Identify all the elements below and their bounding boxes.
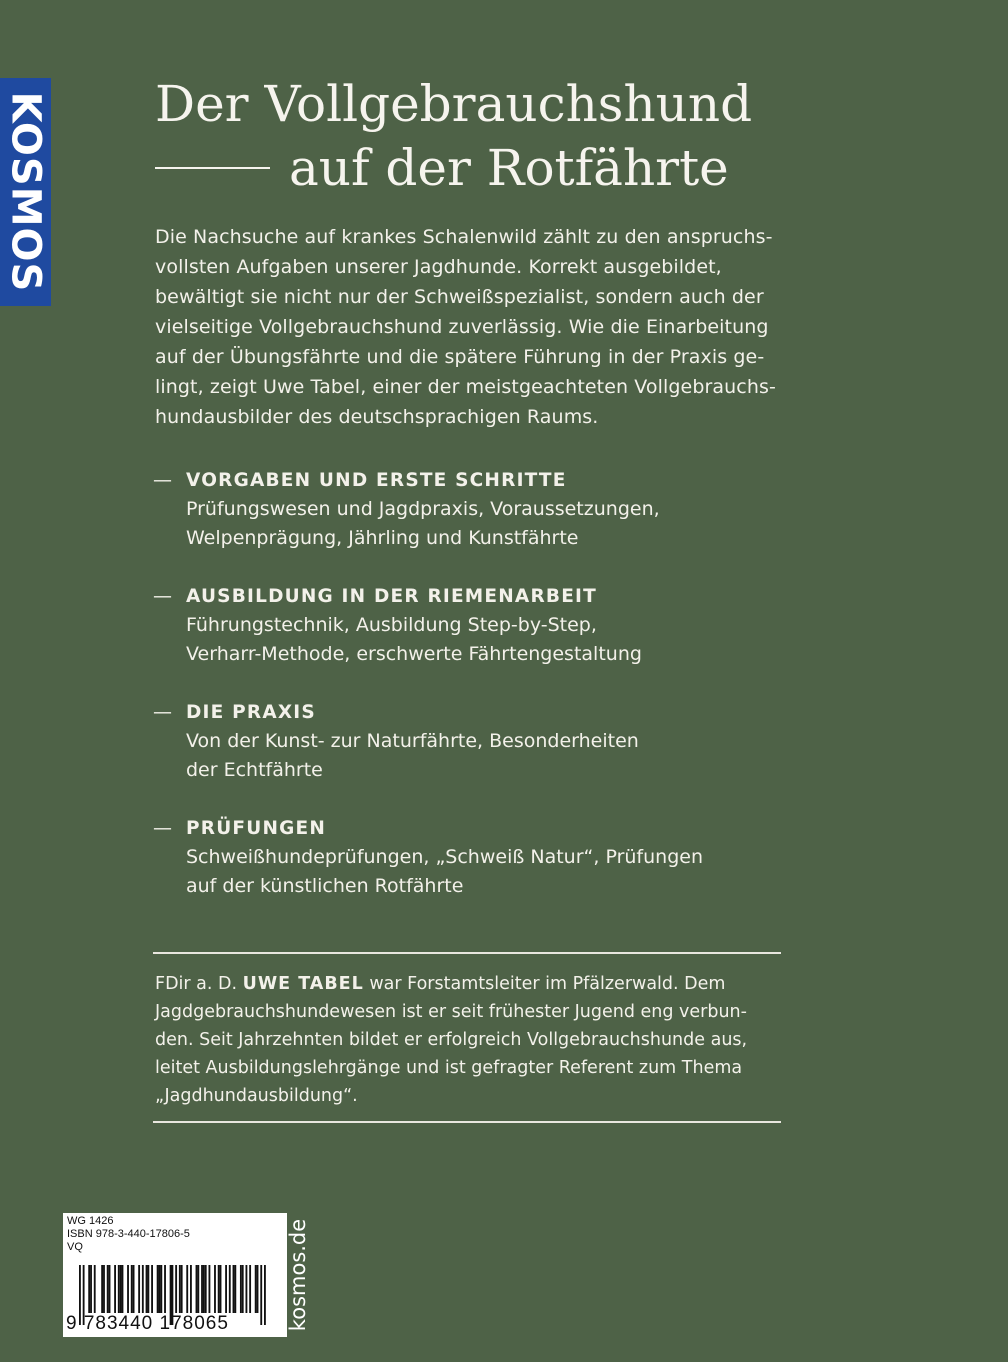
barcode-bar [114,1265,116,1313]
feature-line: Verharr-Methode, erschwerte Fährtengestaltung [186,643,642,665]
barcode-bar [109,1265,111,1313]
feature-dash: — [153,817,172,839]
barcode-bar [133,1265,135,1313]
barcode-bar [209,1265,211,1313]
barcode-bar [157,1265,159,1313]
barcode-digits: 9 783440 178065 [66,1313,229,1334]
feature-description [186,495,853,553]
barcode-bar [160,1265,162,1313]
barcode-bar [164,1265,166,1313]
intro-line: hundausbilder des deutschsprachigen Raums. [155,406,599,428]
feature-line: Welpenprägung, Jährling und Kunstfährte [186,527,579,549]
barcode-bar [107,1265,109,1313]
barcode-bar [131,1265,133,1313]
author-prefix: FDir a. D. [155,974,238,994]
kosmos-logo-tab [0,78,51,306]
barcode-bar [242,1265,244,1313]
title-line-2: auf der Rotfährte [289,139,729,197]
barcode-bar [186,1265,188,1313]
title-line-1: Der Vollgebrauchshund [155,75,753,133]
feature-description [186,843,853,901]
barcode-bar [179,1265,181,1313]
intro-line: bewältigt sie nicht nur der Schweißspezialist, sondern auch der [155,286,764,308]
barcode-bar [197,1265,199,1313]
barcode-bar [234,1265,236,1313]
feature-item [153,698,853,785]
author-top-divider [153,952,781,954]
feature-heading: DIE PRAXIS [186,702,316,723]
intro-line: vollsten Aufgaben unserer Jagdhunde. Korrekt ausgebildet, [155,256,722,278]
feature-description [186,611,853,669]
barcode-bar [88,1265,90,1313]
feature-item [153,814,853,901]
barcode-bar [103,1265,105,1313]
feature-heading: PRÜFUNGEN [186,818,327,839]
author-name: UWE TABEL [242,974,364,994]
feature-item [153,582,853,669]
feature-line: Schweißhundeprüfungen, „Schweiß Natur“, Prüfungen [186,846,703,868]
intro-line: auf der Übungsfährte und die spätere Führung in der Praxis ge- [155,346,765,368]
barcode-bar [196,1265,198,1313]
barcode-bar [142,1265,144,1313]
barcode-bar [225,1265,227,1313]
barcode-bar [190,1265,192,1313]
feature-line: Von der Kunst- zur Naturfährte, Besonderheiten [186,730,639,752]
barcode-bar [233,1265,235,1313]
feature-line: Führungstechnik, Ausbildung Step-by-Step, [186,614,597,636]
feature-heading: VORGABEN UND ERSTE SCHRITTE [186,470,567,491]
isbn-barcode-label [63,1213,287,1337]
barcode-bar [246,1265,248,1313]
feature-item [153,466,853,553]
author-line: „Jagdhundausbildung“. [155,1086,358,1106]
author-line: Jagdgebrauchshundewesen ist er seit frühester Jugend eng verbun- [155,1002,747,1022]
barcode-bar [90,1265,92,1313]
feature-dash: — [153,585,172,607]
barcode-bar [122,1265,124,1313]
author-bottom-divider [153,1121,781,1123]
feature-dash: — [153,701,172,723]
barcode-bar [147,1265,149,1313]
barcode-bar [118,1265,120,1313]
intro-line: vielseitige Vollgebrauchshund zuverlässig. Wie die Einarbeitung [155,316,769,338]
barcode-bar [257,1265,259,1313]
title-line-2-row [155,136,752,200]
vq-code: VQ [67,1241,83,1253]
feature-line: Prüfungswesen und Jagdpraxis, Voraussetzungen, [186,498,660,520]
feature-list [153,466,853,930]
barcode-bar [120,1265,122,1313]
kosmos-logo: KOSMOS [2,91,49,293]
author-bio [155,970,795,1110]
barcode-bar [138,1265,140,1313]
feature-dash: — [153,469,172,491]
barcode-bar [255,1265,257,1313]
barcode-bar [175,1265,177,1313]
title-rule [155,167,270,169]
barcode-bar [229,1265,231,1313]
author-line-rest: war Forstamtsleiter im Pfälzerwald. Dem [369,974,726,994]
barcode-bar [249,1265,251,1313]
barcode-bar [264,1265,266,1325]
wg-code: WG 1426 [67,1215,114,1227]
barcode-bar [101,1265,103,1313]
barcode-bar [214,1265,216,1313]
barcode-bar [181,1265,183,1313]
author-line: den. Seit Jahrzehnten bildet er erfolgreich Vollgebrauchshunde aus, [155,1030,748,1050]
barcode-bar [151,1265,153,1313]
barcode-bar [94,1265,96,1313]
feature-heading: AUSBILDUNG IN DER RIEMENARBEIT [186,586,597,607]
author-line [155,970,795,998]
barcode-bar [260,1265,262,1325]
intro-text [155,222,835,432]
website-url: kosmos.de [286,1218,310,1332]
barcode-bar [203,1265,205,1313]
barcode-bar [205,1265,207,1313]
barcode-bar [218,1265,220,1313]
barcode-bar [127,1265,129,1313]
intro-line: Die Nachsuche auf krankes Schalenwild zählt zu den anspruchs- [155,226,773,248]
author-line: leitet Ausbildungslehrgänge und ist gefragter Referent zum Thema [155,1058,743,1078]
barcode-bar [146,1265,148,1313]
book-title [155,72,752,200]
barcode-bar [201,1265,203,1313]
intro-line: lingt, zeigt Uwe Tabel, einer der meistgeachteten Vollgebrauchs- [155,376,776,398]
isbn-number: ISBN 978-3-440-17806-5 [67,1228,190,1240]
feature-description [186,727,853,785]
barcode-bar [240,1265,242,1313]
feature-line: auf der künstlichen Rotfährte [186,875,464,897]
barcode-bar [220,1265,222,1313]
barcode-bar [159,1265,161,1313]
feature-line: der Echtfährte [186,759,323,781]
